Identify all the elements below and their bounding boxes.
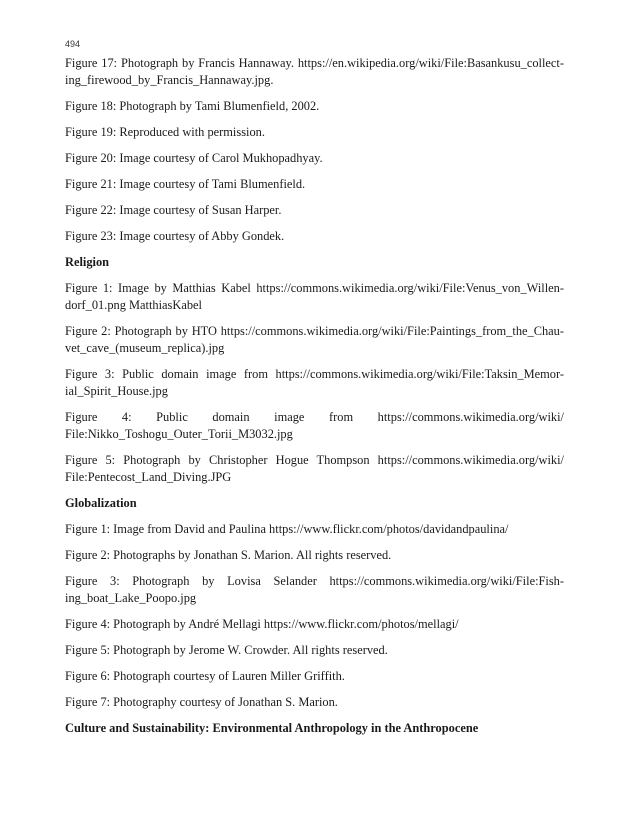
figure-credit (65, 668, 564, 685)
credit-line: Figure 23: Image courtesy of Abby Gondek. (65, 229, 285, 243)
figure-credit (65, 366, 564, 400)
figure-credit (65, 228, 564, 245)
credit-line: Figure 4: Public domain image from https://commons.wikimedia.org/wiki/ (65, 410, 564, 424)
figure-credit (65, 573, 564, 607)
credit-line: Figure 1: Image from David and Paulina https://www.flickr.com/photos/davidandpaulina/ (65, 522, 509, 536)
credit-line: Figure 5: Photograph by Jerome W. Crowder. All rights reserved. (65, 643, 388, 657)
figure-credit (65, 98, 564, 115)
figure-credit (65, 616, 564, 633)
figure-credit (65, 150, 564, 167)
credit-line: Figure 20: Image courtesy of Carol Mukhopadhyay. (65, 151, 323, 165)
credit-line: vet_cave_(museum_replica).jpg (65, 341, 225, 355)
figure-credit (65, 176, 564, 193)
credit-line: Figure 18: Photograph by Tami Blumenfield, 2002. (65, 99, 320, 113)
section-heading: Religion (65, 255, 110, 269)
credit-line: ing_boat_Lake_Poopo.jpg (65, 591, 197, 605)
credit-line: Figure 5: Photograph by Christopher Hogue Thompson https://commons.wikimedia.org/wiki/ (65, 453, 564, 467)
figure-credit (65, 409, 564, 443)
figure-credit (65, 55, 564, 89)
credit-line: Figure 2: Photographs by Jonathan S. Marion. All rights reserved. (65, 548, 392, 562)
credits-list (65, 55, 564, 746)
credit-line: Figure 6: Photograph courtesy of Lauren Miller Griffith. (65, 669, 345, 683)
credit-line: ing_firewood_by_Francis_Hannaway.jpg. (65, 73, 274, 87)
figure-credit (65, 547, 564, 564)
credit-line: Figure 19: Reproduced with permission. (65, 125, 265, 139)
figure-credit (65, 694, 564, 711)
credit-line: Figure 22: Image courtesy of Susan Harper. (65, 203, 282, 217)
section-heading: Globalization (65, 496, 137, 510)
credit-line: ial_Spirit_House.jpg (65, 384, 168, 398)
credit-line: Figure 3: Photograph by Lovisa Selander https://commons.wikimedia.org/wiki/File:Fish- (65, 574, 564, 588)
figure-credit (65, 452, 564, 486)
credit-line: Figure 2: Photograph by HTO https://commons.wikimedia.org/wiki/File:Paintings_from_the_Chau- (65, 324, 564, 338)
figure-credit (65, 642, 564, 659)
credit-line: dorf_01.png MatthiasKabel (65, 298, 202, 312)
credit-line: Figure 17: Photograph by Francis Hannaway. https://en.wikipedia.org/wiki/File:Basankusu_collect- (65, 56, 564, 70)
credit-line: File:Pentecost_Land_Diving.JPG (65, 470, 232, 484)
credit-line: Figure 21: Image courtesy of Tami Blumenfield. (65, 177, 306, 191)
figure-credit (65, 323, 564, 357)
credit-line: Figure 3: Public domain image from https://commons.wikimedia.org/wiki/File:Taksin_Memor- (65, 367, 564, 381)
credit-line: Figure 4: Photograph by André Mellagi https://www.flickr.com/photos/mellagi/ (65, 617, 459, 631)
figure-credit (65, 280, 564, 314)
figure-credit (65, 202, 564, 219)
figure-credit (65, 521, 564, 538)
section-heading: Culture and Sustainability: Environmental Anthropology in the Anthropocene (65, 721, 479, 735)
credit-line: Figure 1: Image by Matthias Kabel https://commons.wikimedia.org/wiki/File:Venus_von_Willen- (65, 281, 564, 295)
credit-line: Figure 7: Photography courtesy of Jonathan S. Marion. (65, 695, 338, 709)
credit-line: File:Nikko_Toshogu_Outer_Torii_M3032.jpg (65, 427, 293, 441)
figure-credit (65, 124, 564, 141)
page-number: 494 (65, 39, 81, 49)
